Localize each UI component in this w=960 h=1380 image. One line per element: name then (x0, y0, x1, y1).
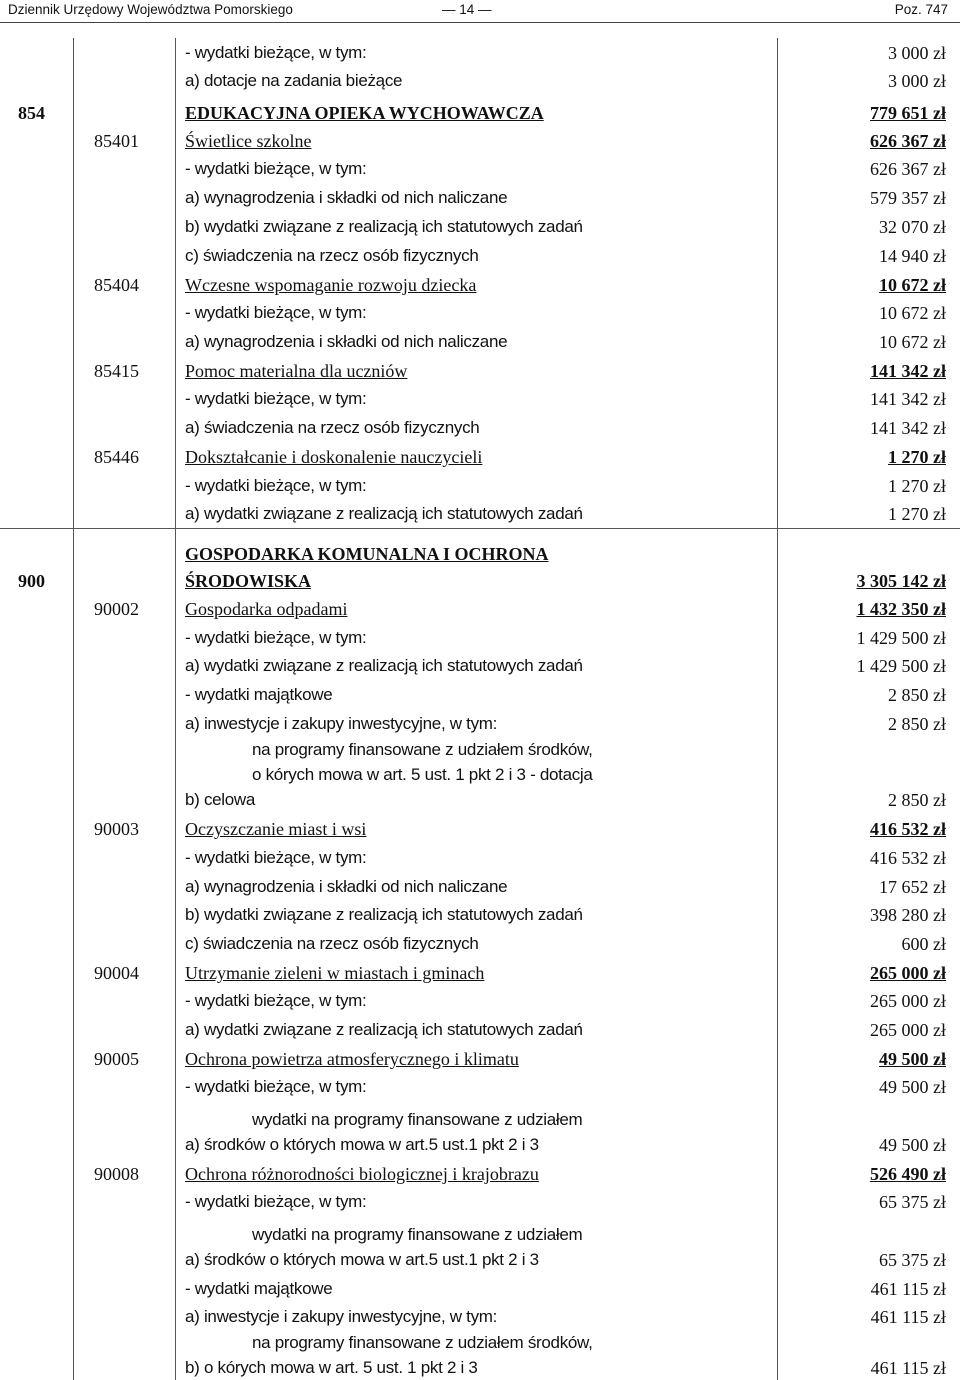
row-amount: 49 500 zł (879, 1049, 946, 1069)
col-divider-2 (175, 38, 176, 1380)
section-900-total: 3 305 142 zł (856, 571, 946, 591)
row-label: wydatki na programy finansowane z udziałem (252, 1225, 583, 1244)
row-amount: 10 672 zł (879, 303, 946, 323)
row-amount: 2 850 zł (888, 790, 946, 810)
row-amount: 626 367 zł (870, 159, 946, 179)
row-amount: 416 532 zł (870, 819, 946, 839)
row-amount: 2 850 zł (888, 685, 946, 705)
row-label: - wydatki majątkowe (185, 1279, 333, 1298)
section-900-title-line1: GOSPODARKA KOMUNALNA I OCHRONA (185, 544, 549, 564)
row-amount: 65 375 zł (879, 1192, 946, 1212)
row-label: wydatki na programy finansowane z udziałem (252, 1110, 583, 1129)
row-label: - wydatki bieżące, w tym: (185, 43, 367, 62)
row-amount: 416 532 zł (870, 848, 946, 868)
row-amount: 10 672 zł (879, 332, 946, 352)
row-label: b) wydatki związane z realizacją ich statutowych zadań (185, 905, 583, 924)
page-number: — 14 — (442, 2, 492, 17)
row-label: a) inwestycje i zakupy inwestycyjne, w tym: (185, 714, 498, 733)
row-amount: 10 672 zł (879, 275, 946, 295)
subsection-code: 85446 (94, 447, 139, 467)
subsection-code: 90003 (94, 819, 139, 839)
section-code-900: 900 (18, 571, 45, 591)
row-amount: 265 000 zł (870, 963, 946, 983)
row-label: Ochrona różnorodności biologicznej i krajobrazu (185, 1164, 539, 1184)
row-label: a) środków o których mowa w art.5 ust.1 pkt 2 i 3 (185, 1250, 539, 1269)
row-label: Pomoc materialna dla uczniów (185, 361, 408, 381)
section-900-title-line2: ŚRODOWISKA (185, 571, 312, 591)
position-number: Poz. 747 (894, 2, 948, 17)
row-label: Dokształcanie i doskonalenie nauczycieli (185, 447, 483, 467)
row-label: b) o kórych mowa w art. 5 ust. 1 pkt 2 i 3 (185, 1358, 478, 1377)
row-label: - wydatki bieżące, w tym: (185, 628, 367, 647)
row-label: a) dotacje na zadania bieżące (185, 71, 403, 90)
row-amount: 398 280 zł (870, 905, 946, 925)
row-label: - wydatki bieżące, w tym: (185, 389, 367, 408)
subsection-code: 85415 (94, 361, 139, 381)
row-label: a) wynagrodzenia i składki od nich naliczane (185, 332, 508, 351)
row-label: b) wydatki związane z realizacją ich statutowych zadań (185, 217, 583, 236)
row-amount: 1 270 zł (888, 447, 946, 467)
row-amount: 626 367 zł (870, 131, 946, 151)
row-label: a) wynagrodzenia i składki od nich naliczane (185, 188, 508, 207)
row-amount: 3 000 zł (888, 71, 946, 91)
row-label: Ochrona powietrza atmosferycznego i klimatu (185, 1049, 519, 1069)
subsection-code: 90004 (94, 963, 139, 983)
row-amount: 461 115 zł (870, 1307, 946, 1327)
row-label: na programy finansowane z udziałem środków, (252, 1333, 593, 1352)
row-amount: 461 115 zł (870, 1358, 946, 1378)
row-amount: 265 000 zł (870, 991, 946, 1011)
row-amount: 265 000 zł (870, 1020, 946, 1040)
row-amount: 1 432 350 zł (856, 599, 946, 619)
row-label: - wydatki bieżące, w tym: (185, 991, 367, 1010)
row-label: - wydatki bieżące, w tym: (185, 476, 367, 495)
row-label: a) środków o których mowa w art.5 ust.1 pkt 2 i 3 (185, 1135, 539, 1154)
col-divider-3 (777, 38, 778, 1380)
row-amount: 32 070 zł (879, 217, 946, 237)
row-label: - wydatki majątkowe (185, 685, 333, 704)
row-amount: 17 652 zł (879, 877, 946, 897)
row-amount: 1 270 zł (888, 476, 946, 496)
row-label: EDUKACYJNA OPIEKA WYCHOWAWCZA (185, 103, 544, 123)
row-label: c) świadczenia na rzecz osób fizycznych (185, 246, 479, 265)
row-amount: 461 115 zł (870, 1279, 946, 1299)
row-label: Oczyszczanie miast i wsi (185, 819, 367, 839)
row-amount: 579 357 zł (870, 188, 946, 208)
row-amount: 2 850 zł (888, 714, 946, 734)
row-label: Świetlice szkolne (185, 131, 312, 151)
row-label: a) wydatki związane z realizacją ich statutowych zadań (185, 1020, 583, 1039)
row-amount: 1 429 500 zł (856, 656, 946, 676)
row-label: - wydatki bieżące, w tym: (185, 159, 367, 178)
row-amount: 779 651 zł (870, 103, 946, 123)
row-label: o kórych mowa w art. 5 ust. 1 pkt 2 i 3 - dotacja (252, 765, 593, 784)
section-code-854: 854 (18, 103, 45, 123)
row-amount: 141 342 zł (870, 418, 946, 438)
row-label: Utrzymanie zieleni w miastach i gminach (185, 963, 485, 983)
row-label: a) wynagrodzenia i składki od nich naliczane (185, 877, 508, 896)
row-label: b) celowa (185, 790, 256, 809)
row-label: na programy finansowane z udziałem środków, (252, 740, 593, 759)
section-divider (0, 528, 960, 529)
subsection-code: 85404 (94, 275, 139, 295)
row-label: - wydatki bieżące, w tym: (185, 303, 367, 322)
row-amount: 141 342 zł (870, 389, 946, 409)
row-amount: 3 000 zł (888, 43, 946, 63)
row-label: a) wydatki związane z realizacją ich statutowych zadań (185, 504, 583, 523)
subsection-code: 90005 (94, 1049, 139, 1069)
row-label: a) inwestycje i zakupy inwestycyjne, w tym: (185, 1307, 498, 1326)
row-amount: 14 940 zł (879, 246, 946, 266)
row-amount: 1 270 zł (888, 504, 946, 524)
row-amount: 49 500 zł (879, 1077, 946, 1097)
subsection-code: 90002 (94, 599, 139, 619)
subsection-code: 85401 (94, 131, 139, 151)
row-label: - wydatki bieżące, w tym: (185, 848, 367, 867)
col-divider-1 (73, 38, 74, 1380)
row-amount: 526 490 zł (870, 1164, 946, 1184)
page-header (0, 0, 960, 22)
row-label: Gospodarka odpadami (185, 599, 348, 619)
journal-title: Dziennik Urzędowy Województwa Pomorskiego (8, 2, 293, 17)
row-amount: 49 500 zł (879, 1135, 946, 1155)
row-label: c) świadczenia na rzecz osób fizycznych (185, 934, 479, 953)
header-rule (0, 22, 960, 23)
row-label: a) wydatki związane z realizacją ich statutowych zadań (185, 656, 583, 675)
row-label: - wydatki bieżące, w tym: (185, 1077, 367, 1096)
subsection-code: 90008 (94, 1164, 139, 1184)
row-amount: 600 zł (901, 934, 946, 954)
row-label: a) świadczenia na rzecz osób fizycznych (185, 418, 480, 437)
row-amount: 141 342 zł (870, 361, 946, 381)
row-label: Wczesne wspomaganie rozwoju dziecka (185, 275, 477, 295)
row-label: - wydatki bieżące, w tym: (185, 1192, 367, 1211)
row-amount: 65 375 zł (879, 1250, 946, 1270)
row-amount: 1 429 500 zł (856, 628, 946, 648)
